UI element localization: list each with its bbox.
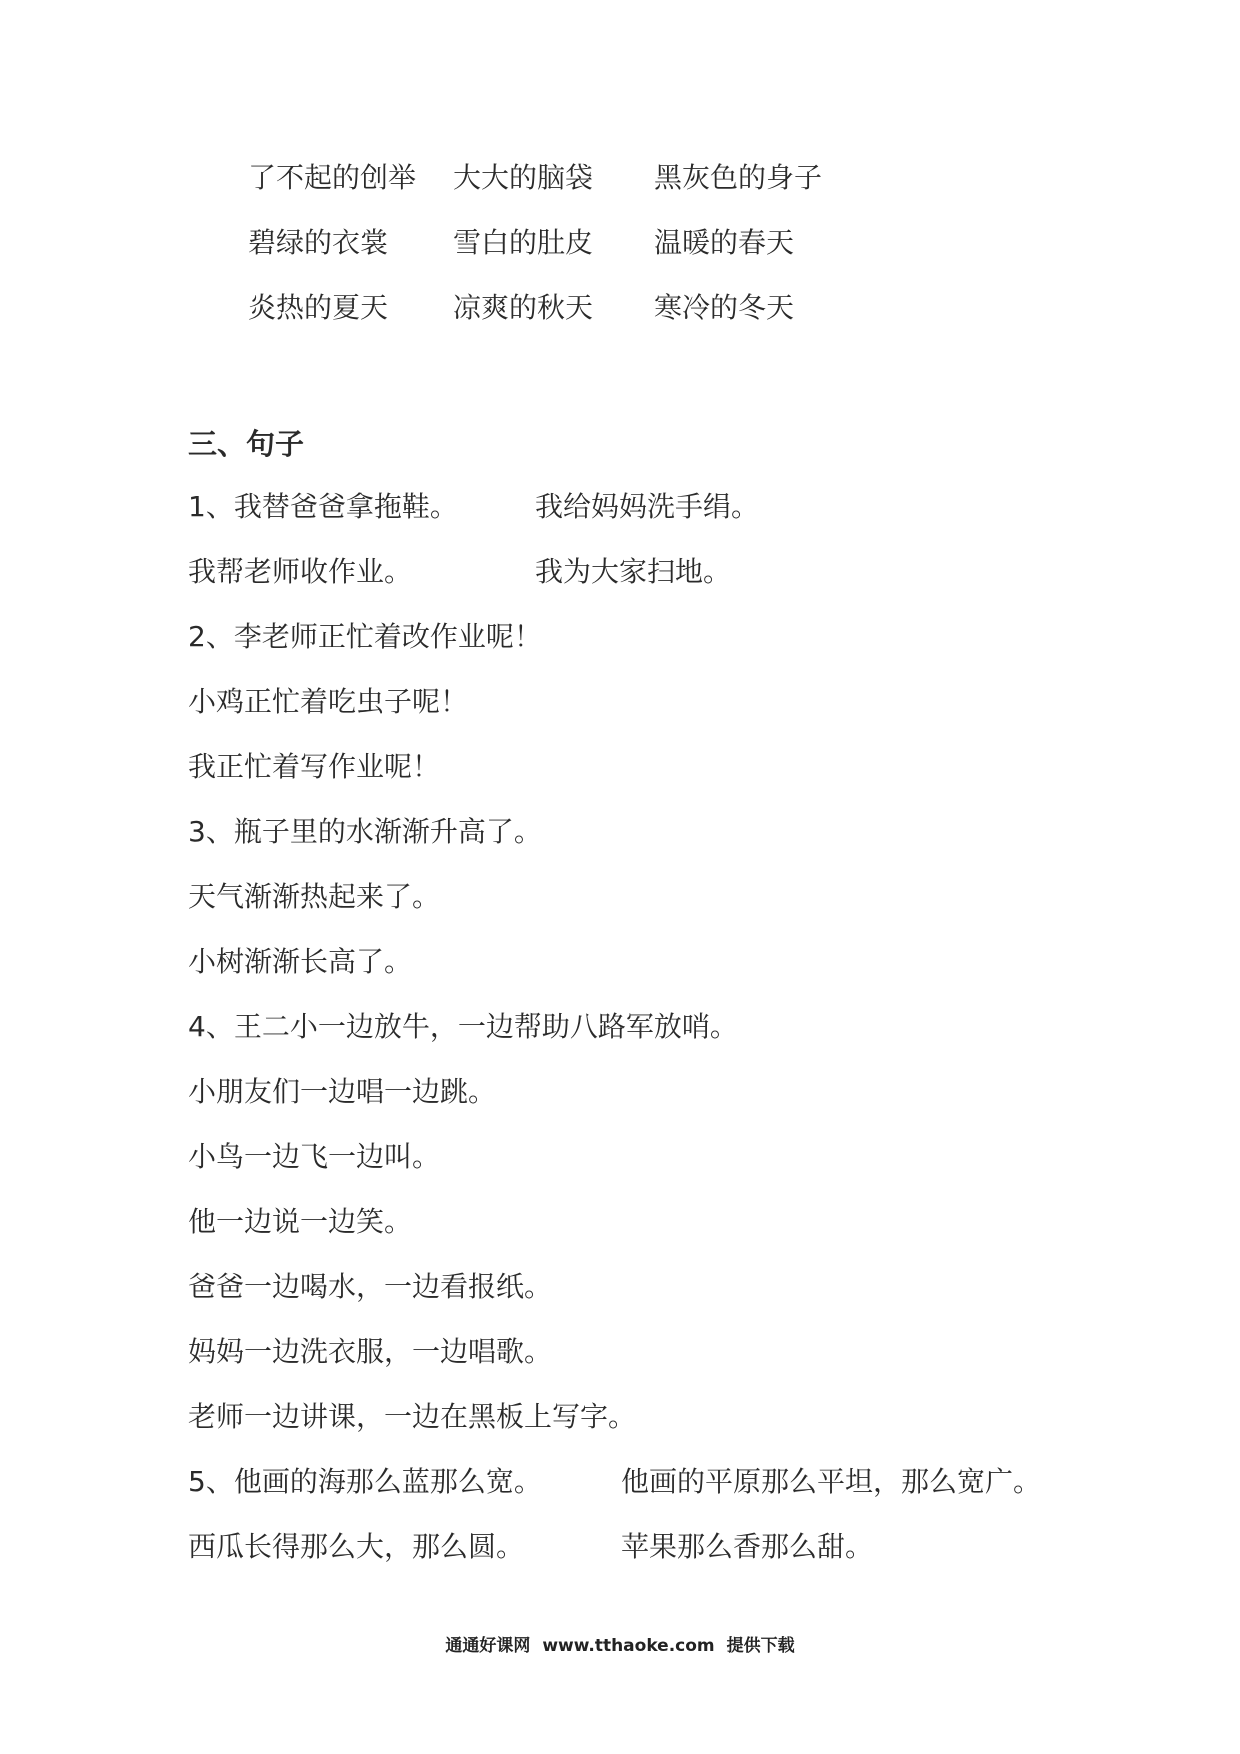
phrase: 炎热的夏天 [248,291,389,324]
sentence: 西瓜长得那么大，那么圆。 [188,1530,525,1563]
footer-url[interactable]: www.tthaoke.com [542,1636,715,1656]
sentence: 我给妈妈洗手绢。 [535,490,760,523]
sentence: 3、瓶子里的水渐渐升高了。 [188,815,542,848]
footer-suffix: 提供下载 [726,1636,795,1656]
sentence: 苹果那么香那么甜。 [621,1530,874,1563]
sentence: 小鸡正忙着吃虫子呢！ [188,685,469,718]
phrase: 凉爽的秋天 [453,291,594,324]
sentence: 他一边说一边笑。 [188,1205,413,1238]
sentence-line [188,1334,738,1399]
phrase: 寒冷的冬天 [654,291,795,324]
page-footer [0,1634,1240,1658]
sentence: 2、李老师正忙着改作业呢！ [188,620,542,653]
sentence: 他画的平原那么平坦，那么宽广。 [621,1465,1042,1498]
sentence-line [188,749,738,814]
sentence: 我正忙着写作业呢！ [188,750,441,783]
sentence-line [188,1529,874,1594]
footer-site-name: 通通好课网 [445,1636,531,1656]
section-heading: 三、句子 [188,427,305,461]
phrase: 温暖的春天 [654,226,795,259]
sentence: 4、王二小一边放牛，一边帮助八路军放哨。 [188,1010,738,1043]
sentence: 小鸟一边飞一边叫。 [188,1140,441,1173]
sentence-line [188,619,738,684]
sentence-line [188,1204,738,1269]
phrase: 黑灰色的身子 [654,161,823,194]
sentence-line [188,879,738,944]
sentence-line [188,944,738,1009]
sentence: 1、我替爸爸拿拖鞋。 [188,490,458,523]
sentence: 妈妈一边洗衣服，一边唱歌。 [188,1335,553,1368]
sentence: 我为大家扫地。 [535,555,732,588]
sentence-list [188,489,1042,1594]
sentence: 老师一边讲课，一边在黑板上写字。 [188,1400,637,1433]
sentence-line [188,1269,738,1334]
sentence-line [188,1074,738,1139]
sentence-line [188,1139,738,1204]
sentence-line [188,489,760,554]
sentence-line [188,554,738,619]
sentence-line [188,1399,738,1464]
phrase: 了不起的创举 [248,161,417,194]
phrase: 雪白的肚皮 [453,226,594,259]
sentence: 小朋友们一边唱一边跳。 [188,1075,497,1108]
sentence-line [188,684,738,749]
phrase: 大大的脑袋 [453,161,594,194]
sentence: 5、他画的海那么蓝那么宽。 [188,1465,542,1498]
sentence: 小树渐渐长高了。 [188,945,413,978]
sentence: 我帮老师收作业。 [188,555,413,588]
phrase: 碧绿的衣裳 [248,226,389,259]
sentence-line [188,1464,1042,1529]
sentence-line [188,814,738,879]
sentence: 天气渐渐热起来了。 [188,880,441,913]
sentence-line [188,1009,738,1074]
sentence: 爸爸一边喝水，一边看报纸。 [188,1270,553,1303]
